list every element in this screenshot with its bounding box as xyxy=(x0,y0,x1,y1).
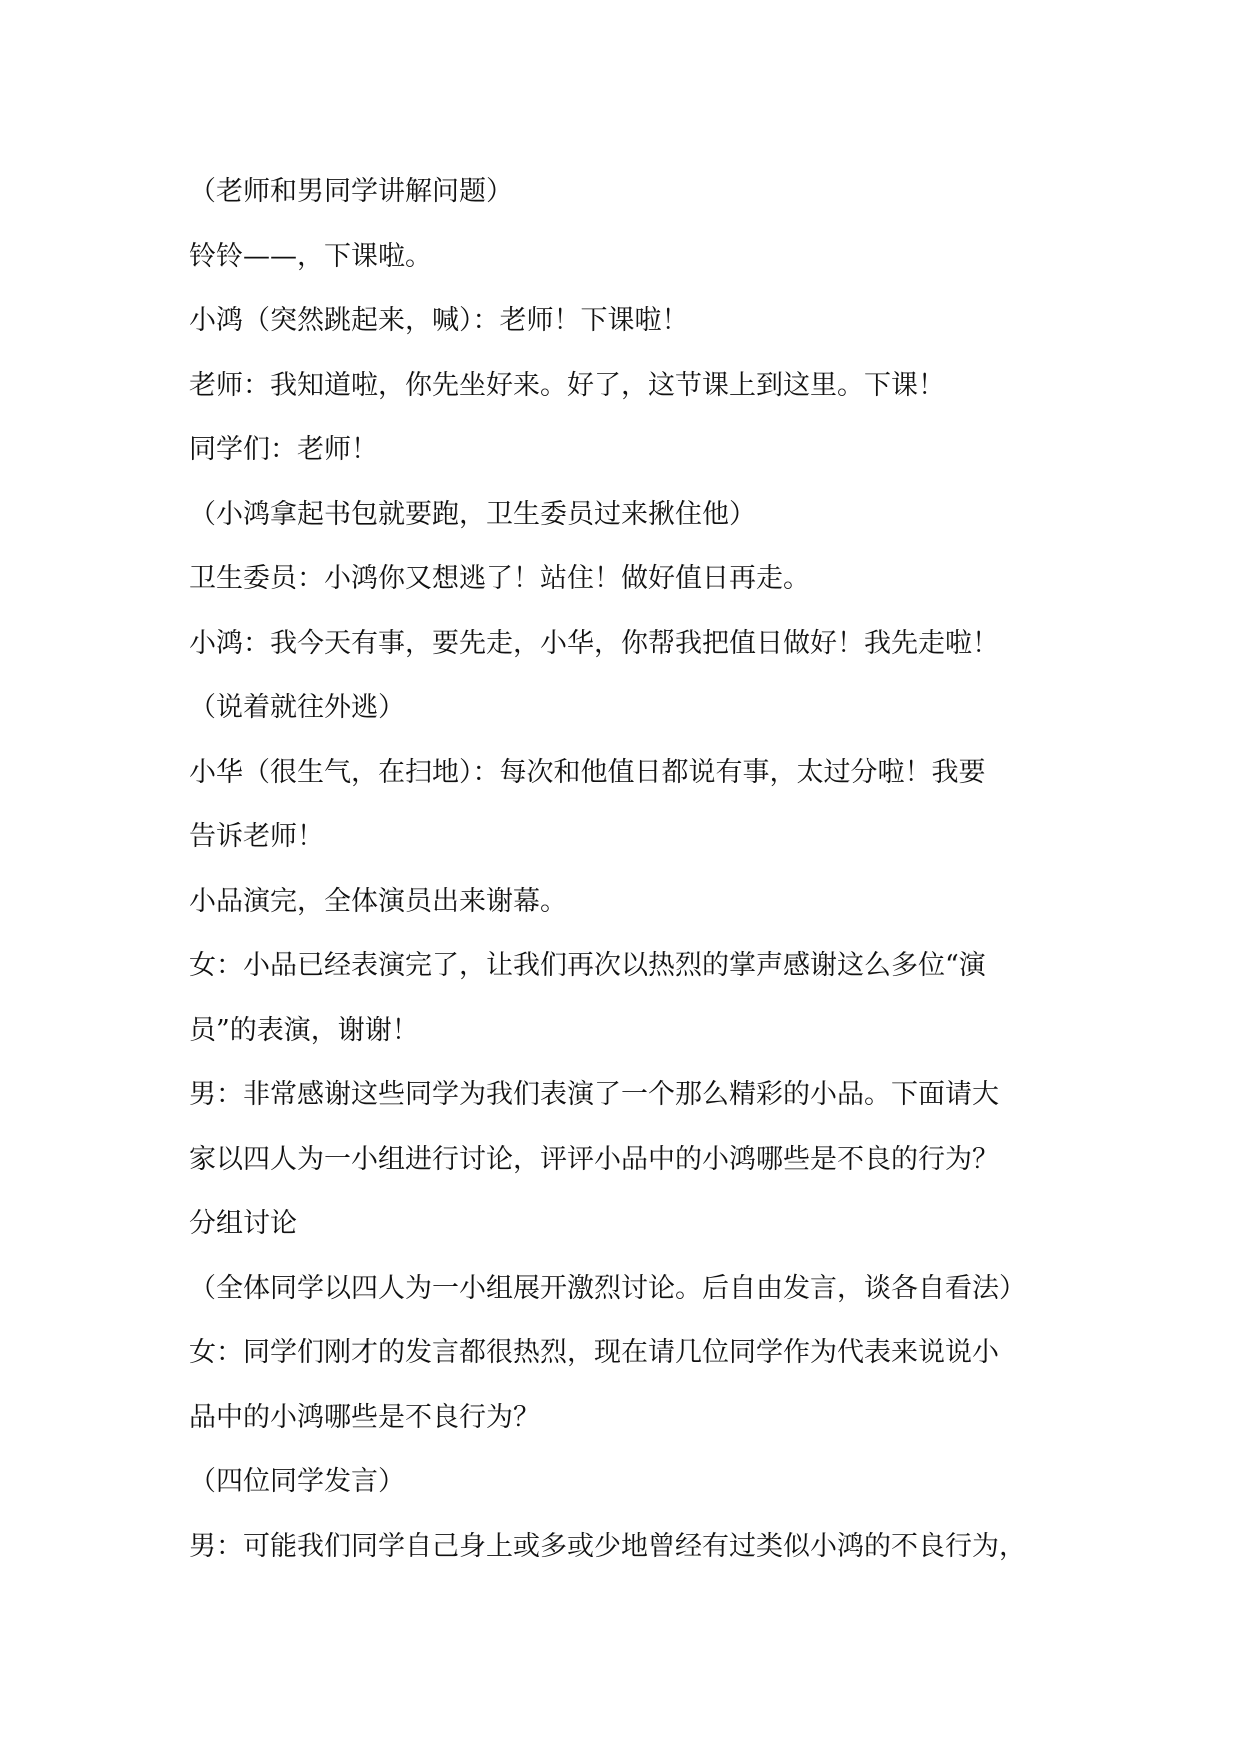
text-line: （老师和男同学讲解问题） xyxy=(189,176,513,207)
script-text xyxy=(189,160,1069,1579)
text-line: （四位同学发言） xyxy=(189,1466,405,1497)
text-line: 铃铃——，下课啦。 xyxy=(189,240,432,272)
text-line: 女：小品已经表演完了，让我们再次以热烈的掌声感谢这么多位“演 xyxy=(189,950,986,981)
text-line: 女：同学们刚才的发言都很热烈，现在请几位同学作为代表来说说小 xyxy=(189,1337,999,1368)
text-line: 小鸿：我今天有事，要先走，小华，你帮我把值日做好！我先走啦！ xyxy=(189,627,999,659)
text-line: （说着就往外逃） xyxy=(189,692,405,723)
text-line: 员”的表演，谢谢！ xyxy=(189,1014,419,1046)
text-line: 告诉老师！ xyxy=(189,821,324,852)
text-line: 小品演完，全体演员出来谢幕。 xyxy=(189,885,567,917)
text-line: 小鸿（突然跳起来，喊）：老师！下课啦！ xyxy=(189,305,689,336)
text-line: 分组讨论 xyxy=(189,1208,297,1239)
text-line: 男：可能我们同学自己身上或多或少地曾经有过类似小鸿的不良行为， xyxy=(189,1530,1026,1562)
text-line: （全体同学以四人为一小组展开激烈讨论。后自由发言，谈各自看法） xyxy=(189,1272,1026,1304)
text-line: 老师：我知道啦，你先坐好来。好了，这节课上到这里。下课！ xyxy=(189,369,945,401)
text-line: （小鸿拿起书包就要跑，卫生委员过来揪住他） xyxy=(189,498,756,530)
text-line: 家以四人为一小组进行讨论，评评小品中的小鸿哪些是不良的行为？ xyxy=(189,1143,999,1175)
text-line: 男：非常感谢这些同学为我们表演了一个那么精彩的小品。下面请大 xyxy=(189,1079,999,1110)
text-line: 卫生委员：小鸿你又想逃了！站住！做好值日再走。 xyxy=(189,563,810,594)
text-line: 品中的小鸿哪些是不良行为？ xyxy=(189,1401,540,1433)
text-line: 同学们：老师！ xyxy=(189,434,378,465)
text-line: 小华（很生气，在扫地）：每次和他值日都说有事，太过分啦！我要 xyxy=(189,756,986,788)
